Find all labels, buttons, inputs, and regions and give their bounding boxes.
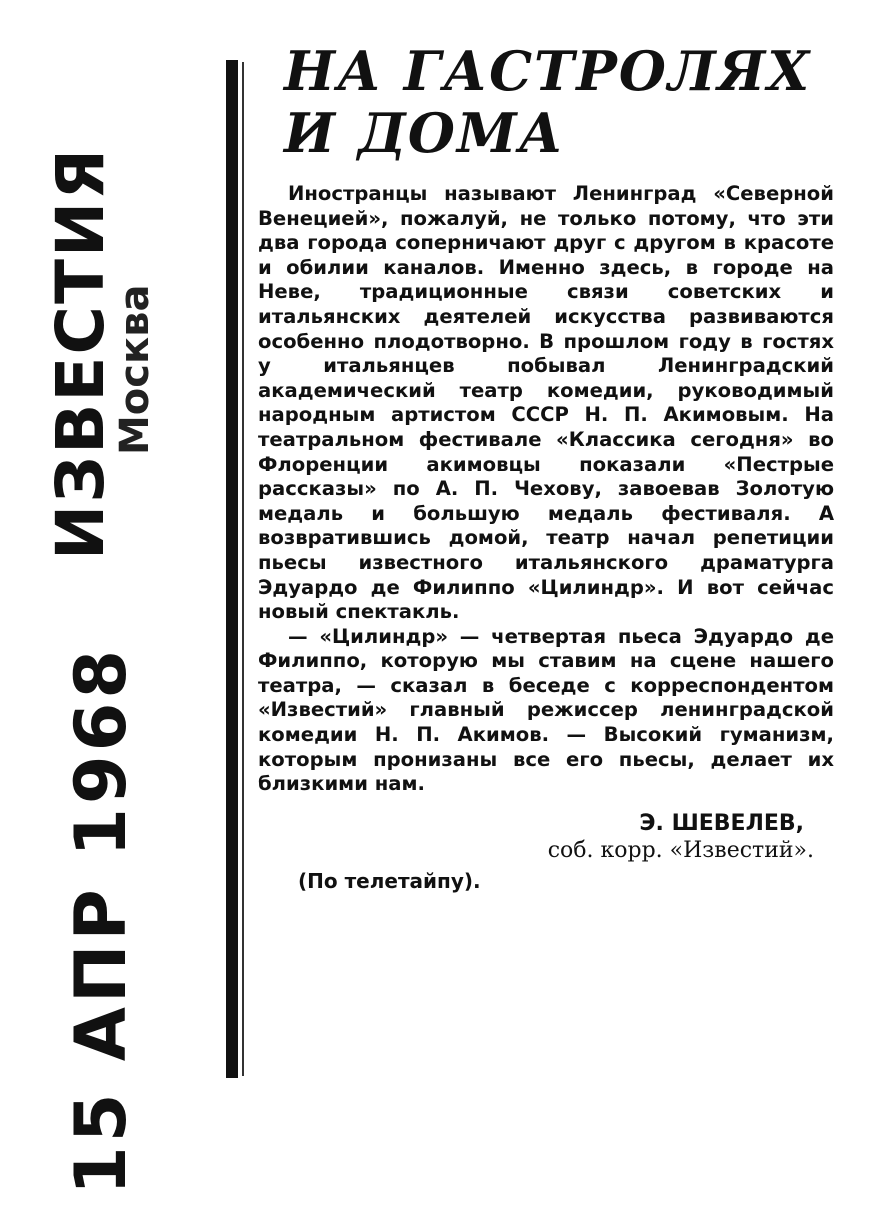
stamp-date: 15 АПР 1968 — [60, 645, 142, 1195]
article-paragraph-1: Иностранцы называют Ленинград «Северной Венецией», пожалуй, не только потому, что эти два города соперничают друг с другом в красоте и обилии каналов. Именно здесь, в городе на Неве, традиционные связи советских и итальянских деятелей искусства развиваются особенно плодотворно. В прошлом году в гостях у итальянцев побывал Ленинградский академический театр комедии, руководимый народным артистом СССР Н. П. Акимовым. На театральном фестивале «Классика сегодня» во Флоренции акимовцы показали «Пестрые рассказы» по А. П. Чехову, завоевав Золотую медаль и большую медаль фестиваля. А возвратившись домой, театр начал репетиции пьесы известного итальянского драматурга Эдуардо де Филиппо «Цилиндр». И вот сейчас новый спектакль. — [258, 182, 834, 624]
headline-line-2: И ДОМА — [284, 101, 565, 165]
headline — [284, 40, 834, 164]
column-rule — [226, 60, 238, 1078]
author-role: соб. корр. «Известий». — [547, 837, 814, 863]
article — [258, 40, 834, 893]
author-name: Э. ШЕВЕЛЕВ, — [639, 810, 804, 836]
stamp-masthead: ИЗВЕСТИЯ — [42, 146, 119, 560]
source-note: (По телетайпу). — [298, 868, 481, 893]
article-paragraph-2: — «Цилиндр» — четвертая пьеса Эдуардо де Филиппо, которую мы ставим на сцене нашего театра, — сказал в беседе с корреспондентом «Известий» главный режиссер ленинградской комедии Н. П. Акимов. — Высокий гуманизм, которым пронизаны все его пьесы, делает их близкими нам. — [258, 624, 834, 796]
column-rule-thin — [242, 62, 244, 1076]
stamp-city: Москва — [112, 284, 158, 455]
headline-line-1: НА ГАСТРОЛЯХ — [284, 39, 812, 103]
